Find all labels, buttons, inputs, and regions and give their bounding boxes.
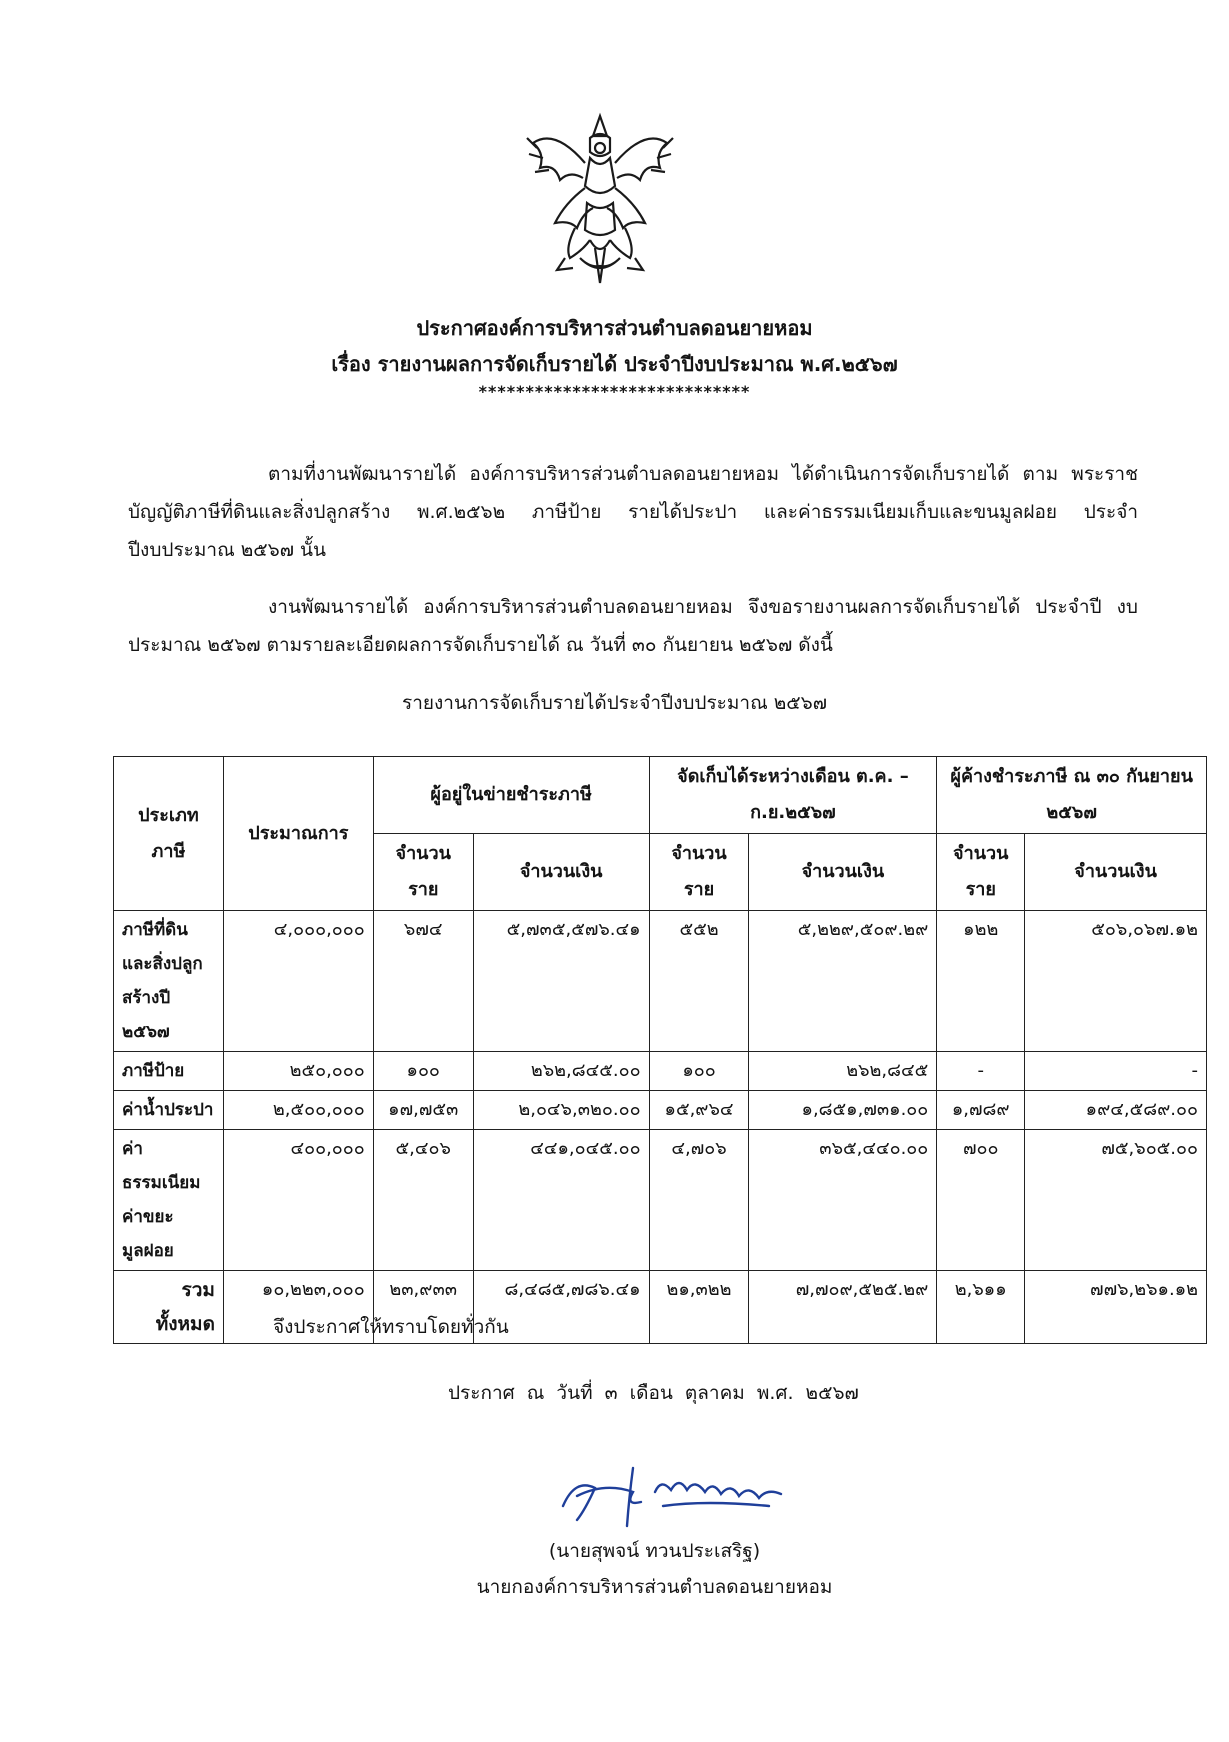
revenue-table bbox=[113, 756, 1207, 1344]
header-collected: จัดเก็บได้ระหว่างเดือน ต.ค. – ก.ย.๒๕๖๗ bbox=[649, 757, 937, 834]
row-col-count: ๔,๗๐๖ bbox=[649, 1130, 749, 1271]
row-col-count: ๕๕๒ bbox=[649, 911, 749, 1052]
row-in-amount: ๔๔๑,๐๔๕.๐๐ bbox=[473, 1130, 649, 1271]
table-row bbox=[114, 1091, 1207, 1130]
row-in-amount: ๒๖๒,๘๔๕.๐๐ bbox=[473, 1052, 649, 1091]
header-estimate: ประมาณการ bbox=[223, 757, 373, 911]
row-out-count: ๑๒๒ bbox=[937, 911, 1025, 1052]
row-in-amount: ๕,๗๓๕,๕๗๖.๔๑ bbox=[473, 911, 649, 1052]
table-row bbox=[114, 911, 1207, 1052]
row-out-count: ๑,๗๘๙ bbox=[937, 1091, 1025, 1130]
header-outstanding: ผู้ค้างชำระภาษี ณ ๓๐ กันยายน ๒๕๖๗ bbox=[937, 757, 1207, 834]
closing-statement: จึงประกาศให้ทราบโดยทั่วกัน bbox=[273, 1316, 509, 1338]
row-col-count: ๑๐๐ bbox=[649, 1052, 749, 1091]
row-in-count: ๕,๔๐๖ bbox=[373, 1130, 473, 1271]
row-in-amount: ๒,๐๔๖,๓๒๐.๐๐ bbox=[473, 1091, 649, 1130]
total-in-amount: ๘,๔๘๕,๗๘๖.๔๑ bbox=[473, 1271, 649, 1344]
row-type: ภาษีที่ดินและสิ่งปลูกสร้างปี ๒๕๖๗ bbox=[114, 911, 224, 1052]
announcement-date: ประกาศ ณ วันที่ ๓ เดือน ตุลาคม พ.ศ. ๒๕๖๗ bbox=[448, 1382, 859, 1404]
header-col-amount: จำนวนเงิน bbox=[749, 834, 937, 911]
row-estimate: ๒,๕๐๐,๐๐๐ bbox=[223, 1091, 373, 1130]
star-divider: ***************************** bbox=[478, 382, 751, 401]
header-in-net: ผู้อยู่ในข่ายชำระภาษี bbox=[373, 757, 649, 834]
row-type: ภาษีป้าย bbox=[114, 1052, 224, 1091]
header-out-amount: จำนวนเงิน bbox=[1025, 834, 1207, 911]
row-estimate: ๒๕๐,๐๐๐ bbox=[223, 1052, 373, 1091]
row-col-amount: ๕,๒๒๙,๕๐๙.๒๙ bbox=[749, 911, 937, 1052]
row-out-amount: ๗๕,๖๐๕.๐๐ bbox=[1025, 1130, 1207, 1271]
header-in-count: จำนวน ราย bbox=[373, 834, 473, 911]
total-out-count: ๒,๖๑๑ bbox=[937, 1271, 1025, 1344]
table-row bbox=[114, 1130, 1207, 1271]
row-in-count: ๖๗๔ bbox=[373, 911, 473, 1052]
row-estimate: ๔๐๐,๐๐๐ bbox=[223, 1130, 373, 1271]
handwritten-signature bbox=[555, 1448, 795, 1528]
table-caption: รายงานการจัดเก็บรายได้ประจำปีงบประมาณ ๒๕๖๗ bbox=[401, 692, 827, 714]
row-estimate: ๔,๐๐๐,๐๐๐ bbox=[223, 911, 373, 1052]
signer-name: (นายสุพจน์ ทวนประเสริฐ) bbox=[548, 1540, 761, 1562]
header-in-amount: จำนวนเงิน bbox=[473, 834, 649, 911]
garuda-emblem-icon bbox=[515, 108, 685, 288]
total-col-count: ๒๑,๓๒๒ bbox=[649, 1271, 749, 1344]
row-out-count: ๗๐๐ bbox=[937, 1130, 1025, 1271]
row-out-amount: - bbox=[1025, 1052, 1207, 1091]
announcement-subject: เรื่อง รายงานผลการจัดเก็บรายได้ ประจำปีงบประมาณ พ.ศ.๒๕๖๗ bbox=[331, 352, 898, 376]
signer-position: นายกองค์การบริหารส่วนตำบลดอนยายหอม bbox=[476, 1576, 833, 1598]
total-out-amount: ๗๗๖,๒๖๑.๑๒ bbox=[1025, 1271, 1207, 1344]
row-out-count: - bbox=[937, 1052, 1025, 1091]
header-type: ประเภท ภาษี bbox=[114, 757, 224, 911]
row-in-count: ๑๐๐ bbox=[373, 1052, 473, 1091]
body-paragraph-1: ตามที่งานพัฒนารายได้ องค์การบริหารส่วนตำบลดอนยายหอม ได้ดำเนินการจัดเก็บรายได้ ตาม พระราชบัญญัติภาษีที่ดินและสิ่งปลูกสร้าง พ.ศ.๒๕๖๒ ภาษีป้าย รายได้ประปา และค่าธรรมเนียมเก็บและขนมูลฝอย ประจำปีงบประมาณ ๒๕๖๗ นั้น bbox=[128, 463, 1138, 561]
body-paragraph-2: งานพัฒนารายได้ องค์การบริหารส่วนตำบลดอนยายหอม จึงขอรายงานผลการจัดเก็บรายได้ ประจำปี งบประมาณ ๒๕๖๗ ตามรายละเอียดผลการจัดเก็บรายได้ ณ วันที่ ๓๐ กันยายน ๒๕๖๗ ดังนี้ bbox=[128, 596, 1138, 656]
row-type: ค่าธรรมเนียมค่าขยะมูลฝอย bbox=[114, 1130, 224, 1271]
row-col-amount: ๓๖๕,๔๔๐.๐๐ bbox=[749, 1130, 937, 1271]
header-out-count: จำนวน ราย bbox=[937, 834, 1025, 911]
row-type: ค่าน้ำประปา bbox=[114, 1091, 224, 1130]
total-estimate: ๑๐,๒๒๓,๐๐๐ bbox=[223, 1271, 373, 1344]
row-out-amount: ๑๙๔,๕๘๙.๐๐ bbox=[1025, 1091, 1207, 1130]
row-col-amount: ๑,๘๕๑,๗๓๑.๐๐ bbox=[749, 1091, 937, 1130]
announcement-title: ประกาศองค์การบริหารส่วนตำบลดอนยายหอม bbox=[416, 316, 813, 340]
row-col-amount: ๒๖๒,๘๔๕ bbox=[749, 1052, 937, 1091]
row-col-count: ๑๕,๙๖๔ bbox=[649, 1091, 749, 1130]
row-out-amount: ๕๐๖,๐๖๗.๑๒ bbox=[1025, 911, 1207, 1052]
total-in-count: ๒๓,๙๓๓ bbox=[373, 1271, 473, 1344]
row-in-count: ๑๗,๗๕๓ bbox=[373, 1091, 473, 1130]
total-col-amount: ๗,๗๐๙,๕๒๕.๒๙ bbox=[749, 1271, 937, 1344]
header-col-count: จำนวน ราย bbox=[649, 834, 749, 911]
total-label: รวม ทั้งหมด bbox=[114, 1271, 224, 1344]
table-row bbox=[114, 1052, 1207, 1091]
